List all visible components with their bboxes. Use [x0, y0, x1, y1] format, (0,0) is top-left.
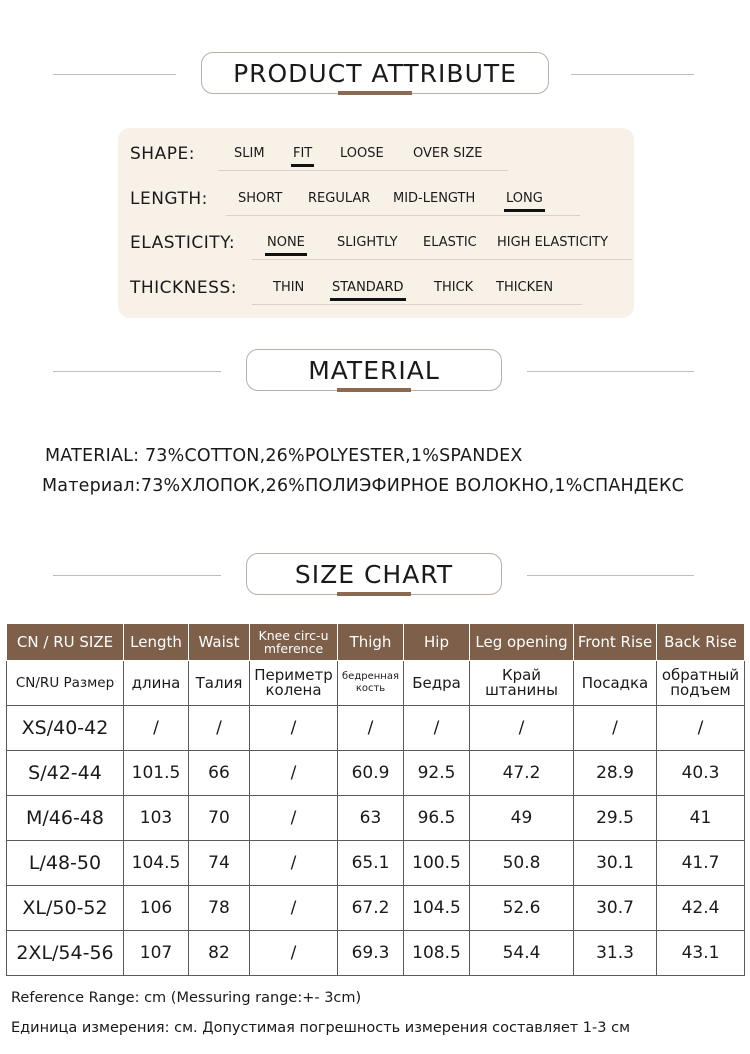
- value-cell: 66: [189, 751, 250, 796]
- option-slightly: SLIGHTLY: [337, 235, 398, 250]
- header-waist: Waist: [189, 624, 250, 661]
- value-cell: 65.1: [338, 841, 404, 886]
- divider-right: [527, 575, 694, 576]
- value-cell: 42.4: [657, 886, 745, 931]
- value-cell: 96.5: [404, 796, 470, 841]
- subheader-cell: Периметр колена: [250, 661, 338, 706]
- option-regular: REGULAR: [308, 191, 371, 206]
- attribute-options: [226, 191, 580, 216]
- value-cell: 70: [189, 796, 250, 841]
- attribute-panel: [118, 128, 634, 318]
- divider-left: [53, 575, 221, 576]
- section-title: MATERIAL: [308, 355, 440, 385]
- size-chart-table: [6, 623, 745, 976]
- value-cell: 40.3: [657, 751, 745, 796]
- value-cell: /: [574, 706, 657, 751]
- subheader-cell: обратный подъем: [657, 661, 745, 706]
- option-thicken: THICKEN: [496, 280, 554, 295]
- footnote-ru: Единица измерения: см. Допустимая погрешность измерения составляет 1-3 см: [11, 1020, 631, 1036]
- subheader-cell: CN/RU Размер: [7, 661, 124, 706]
- value-cell: 41: [657, 796, 745, 841]
- option-loose: LOOSE: [340, 146, 384, 161]
- value-cell: 60.9: [338, 751, 404, 796]
- value-cell: /: [124, 706, 189, 751]
- header-front-rise: Front Rise: [574, 624, 657, 661]
- value-cell: /: [250, 706, 338, 751]
- value-cell: 82: [189, 931, 250, 976]
- option-fit-selected: FIT: [293, 146, 313, 161]
- product-attribute-heading: [0, 52, 750, 98]
- value-cell: 106: [124, 886, 189, 931]
- divider-left: [53, 74, 176, 75]
- option-thin: THIN: [273, 280, 305, 295]
- option-high-elasticity: HIGH ELASTICITY: [497, 235, 609, 250]
- size-cell: L/48-50: [7, 841, 124, 886]
- material-heading: [0, 349, 750, 395]
- value-cell: 69.3: [338, 931, 404, 976]
- table-subheader-row: [7, 661, 745, 706]
- value-cell: /: [250, 841, 338, 886]
- material-en: MATERIAL: 73%COTTON,26%POLYESTER,1%SPANDEX: [45, 446, 523, 466]
- size-cell: M/46-48: [7, 796, 124, 841]
- value-cell: 67.2: [338, 886, 404, 931]
- attribute-label: LENGTH:: [130, 189, 208, 209]
- value-cell: 107: [124, 931, 189, 976]
- value-cell: 78: [189, 886, 250, 931]
- value-cell: 52.6: [470, 886, 574, 931]
- header-thigh: Thigh: [338, 624, 404, 661]
- value-cell: 103: [124, 796, 189, 841]
- table-row: [7, 751, 745, 796]
- value-cell: 49: [470, 796, 574, 841]
- table-header-row: [7, 624, 745, 661]
- value-cell: /: [470, 706, 574, 751]
- attribute-label: SHAPE:: [130, 144, 195, 164]
- section-title-pill: [246, 349, 502, 391]
- divider-right: [527, 371, 694, 372]
- header-knee: [250, 624, 338, 661]
- attribute-label: THICKNESS:: [130, 278, 237, 298]
- value-cell: 54.4: [470, 931, 574, 976]
- value-cell: 104.5: [404, 886, 470, 931]
- value-cell: /: [250, 886, 338, 931]
- value-cell: 63: [338, 796, 404, 841]
- header-back-rise: Back Rise: [657, 624, 745, 661]
- title-accent-bar: [337, 388, 411, 392]
- value-cell: 104.5: [124, 841, 189, 886]
- value-cell: 30.7: [574, 886, 657, 931]
- table-row: [7, 706, 745, 751]
- value-cell: 108.5: [404, 931, 470, 976]
- value-cell: 50.8: [470, 841, 574, 886]
- section-title: PRODUCT ATTRIBUTE: [233, 58, 517, 88]
- material-composition: [42, 444, 685, 504]
- value-cell: 31.3: [574, 931, 657, 976]
- value-cell: 101.5: [124, 751, 189, 796]
- attribute-options: [252, 280, 582, 305]
- value-cell: /: [657, 706, 745, 751]
- subheader-cell: Посадка: [574, 661, 657, 706]
- value-cell: 29.5: [574, 796, 657, 841]
- value-cell: /: [250, 751, 338, 796]
- value-cell: 28.9: [574, 751, 657, 796]
- option-thick: THICK: [434, 280, 474, 295]
- material-ru: Материал:73%ХЛОПОК,26%ПОЛИЭФИРНОЕ ВОЛОКНО,1%СПАНДЕКС: [42, 476, 685, 496]
- option-slim: SLIM: [234, 146, 265, 161]
- attribute-options: [252, 235, 632, 260]
- subheader-cell: Бедра: [404, 661, 470, 706]
- value-cell: /: [338, 706, 404, 751]
- value-cell: 30.1: [574, 841, 657, 886]
- header-knee-label: Knee circ-umference: [258, 628, 329, 656]
- value-cell: 47.2: [470, 751, 574, 796]
- option-elastic: ELASTIC: [423, 235, 477, 250]
- table-row: [7, 841, 745, 886]
- option-none-selected: NONE: [267, 235, 305, 250]
- value-cell: 41.7: [657, 841, 745, 886]
- section-title-pill: [246, 553, 502, 595]
- header-length: Length: [124, 624, 189, 661]
- value-cell: /: [189, 706, 250, 751]
- size-cell: XL/50-52: [7, 886, 124, 931]
- value-cell: 92.5: [404, 751, 470, 796]
- subheader-cell: бедренная кость: [338, 661, 404, 706]
- value-cell: 74: [189, 841, 250, 886]
- value-cell: /: [404, 706, 470, 751]
- section-title-pill: [201, 52, 549, 94]
- subheader-cell: длина: [124, 661, 189, 706]
- table-row: [7, 796, 745, 841]
- header-size: CN / RU SIZE: [7, 624, 124, 661]
- size-cell: S/42-44: [7, 751, 124, 796]
- table-row: [7, 931, 745, 976]
- title-accent-bar: [338, 91, 412, 95]
- option-standard-selected: STANDARD: [332, 280, 404, 295]
- option-long-selected: LONG: [506, 191, 543, 206]
- title-accent-bar: [337, 592, 411, 596]
- subheader-cell: Талия: [189, 661, 250, 706]
- footnote-en: Reference Range: cm (Messuring range:+- 3cm): [11, 990, 362, 1006]
- header-hip: Hip: [404, 624, 470, 661]
- divider-left: [53, 371, 221, 372]
- attribute-label: ELASTICITY:: [130, 233, 236, 253]
- size-cell: XS/40-42: [7, 706, 124, 751]
- value-cell: 43.1: [657, 931, 745, 976]
- value-cell: /: [250, 796, 338, 841]
- divider-right: [571, 74, 694, 75]
- value-cell: /: [250, 931, 338, 976]
- table-row: [7, 886, 745, 931]
- option-mid-length: MID-LENGTH: [393, 191, 476, 206]
- subheader-cell: Край штанины: [470, 661, 574, 706]
- section-title: SIZE CHART: [294, 559, 454, 589]
- header-leg-opening: Leg opening: [470, 624, 574, 661]
- option-short: SHORT: [238, 191, 283, 206]
- value-cell: 100.5: [404, 841, 470, 886]
- attribute-options: [218, 146, 508, 171]
- option-over-size: OVER SIZE: [413, 146, 483, 161]
- footnotes: [11, 990, 630, 1036]
- size-cell: 2XL/54-56: [7, 931, 124, 976]
- size-chart-heading: [0, 553, 750, 599]
